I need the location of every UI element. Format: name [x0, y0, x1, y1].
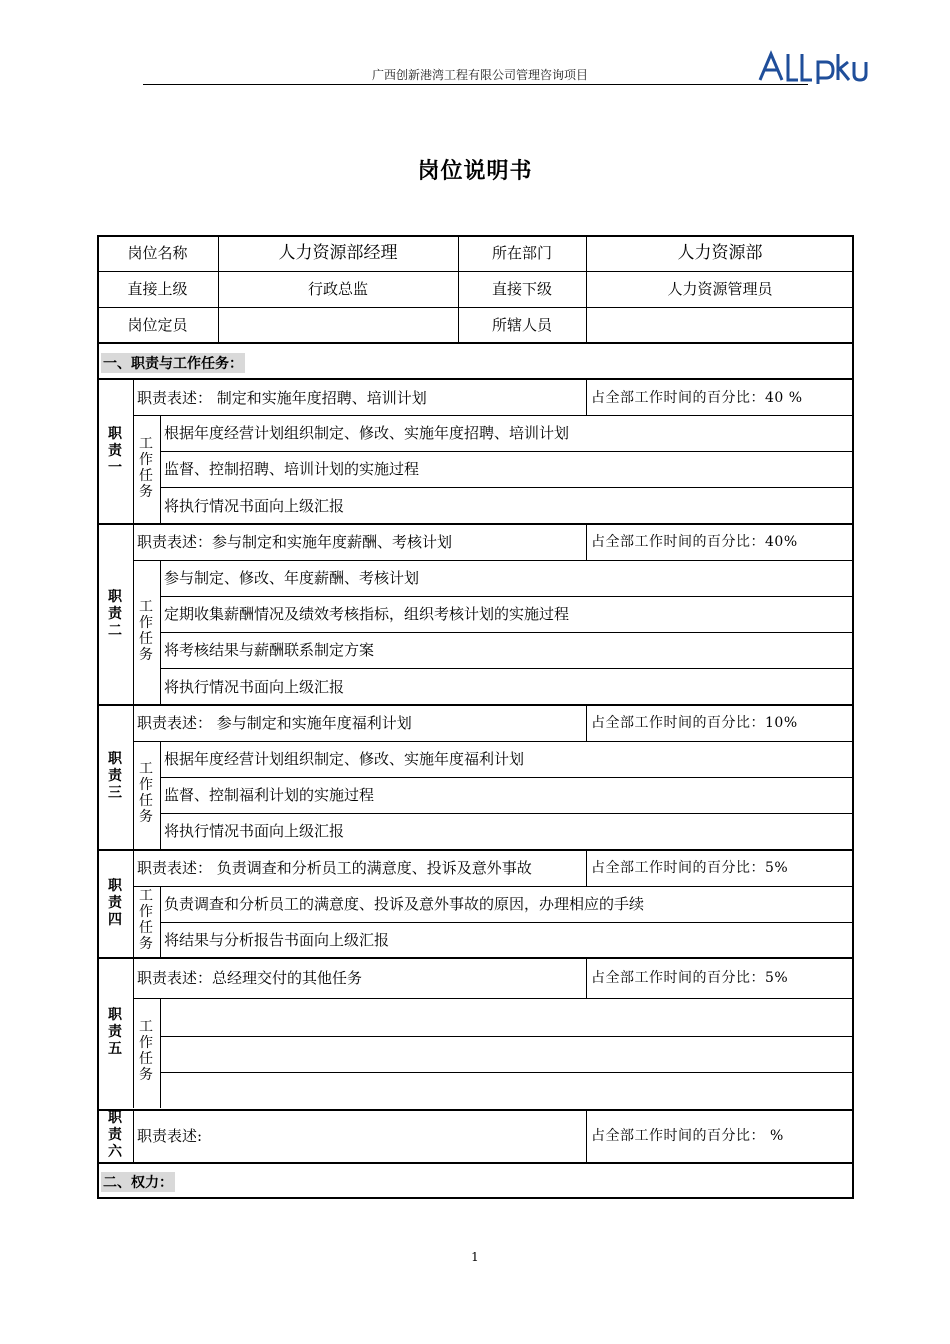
column-border — [160, 415, 161, 524]
row-border — [160, 813, 854, 814]
duty-time-percent: 占全部工作时间的百分比：5% — [591, 860, 789, 876]
row-border — [133, 560, 854, 561]
work-task-label: 工作任务 — [139, 598, 153, 663]
duty-task-item: 参与制定、修改、年度薪酬、考核计划 — [164, 569, 420, 587]
duty-label: 职责一 — [108, 426, 122, 476]
work-task-label: 工作任务 — [139, 761, 153, 825]
duty-task-item: 将考核结果与薪酬联系制定方案 — [164, 641, 375, 659]
row-border — [133, 415, 854, 416]
row-border — [97, 523, 854, 525]
section-duties-title: 一、职责与工作任务： — [101, 353, 245, 373]
job-description-table — [97, 235, 854, 1199]
superior-label: 直接上级 — [127, 280, 188, 298]
row-border — [160, 1036, 854, 1037]
headcount-subvalue — [586, 316, 854, 336]
headcount-value — [218, 316, 458, 336]
duty-task-item: 将执行情况书面向上级汇报 — [164, 496, 345, 515]
superior-sublabel: 直接下级 — [491, 280, 552, 298]
project-header-text: 广西创新港湾工程有限公司管理咨询项目 — [371, 68, 588, 82]
duty-statement: 职责表述：参与制定和实施年度薪酬、考核计划 — [137, 533, 453, 551]
duty-task-item: 根据年度经营计划组织制定、修改、实施年度福利计划 — [164, 750, 525, 768]
row-border — [97, 1162, 854, 1164]
superior-value: 行政总监 — [307, 280, 368, 298]
row-border — [160, 922, 854, 923]
row-border — [133, 886, 854, 887]
headcount-sublabel: 所辖人员 — [491, 316, 552, 334]
row-border — [160, 1072, 854, 1073]
column-border — [586, 380, 587, 415]
row-border — [160, 451, 854, 452]
row-border — [160, 668, 854, 669]
work-task-label: 工作任务 — [139, 435, 153, 500]
duty-time-percent: 占全部工作时间的百分比：40% — [591, 534, 798, 550]
headcount-label: 岗位定员 — [127, 316, 188, 334]
row-border — [97, 957, 854, 959]
duty-task-item: 根据年度经营计划组织制定、修改、实施年度招聘、培训计划 — [164, 424, 570, 442]
row-border — [160, 487, 854, 488]
column-border — [160, 741, 161, 849]
duty-task-item: 将执行情况书面向上级汇报 — [164, 677, 345, 696]
row-border — [97, 271, 854, 272]
column-border — [586, 850, 587, 886]
duty-statement: 职责表述： 负责调查和分析员工的满意度、投诉及意外事故 — [137, 859, 532, 877]
row-border — [97, 235, 854, 237]
duty-label: 职责六 — [108, 1110, 122, 1160]
duty-label: 职责四 — [108, 878, 122, 928]
work-task-label: 工作任务 — [139, 1019, 153, 1083]
duty-time-percent: 占全部工作时间的百分比：40 % — [591, 389, 803, 406]
duty-label: 职责三 — [108, 751, 122, 801]
column-border — [586, 705, 587, 741]
duty-task-item — [164, 1081, 848, 1099]
duty-task-item: 负责调查和分析员工的满意度、投诉及意外事故的原因，办理相应的手续 — [164, 895, 645, 913]
column-border — [458, 235, 459, 343]
position-name-sublabel: 所在部门 — [491, 244, 552, 262]
duty-label: 职责二 — [108, 588, 122, 639]
column-border — [586, 524, 587, 560]
duty-time-percent: 占全部工作时间的百分比：5% — [591, 970, 789, 986]
row-border — [160, 596, 854, 597]
row-border — [133, 998, 854, 999]
row-border — [97, 1109, 854, 1111]
row-border — [160, 632, 854, 633]
page-title: 岗位说明书 — [417, 159, 533, 184]
row-border — [160, 777, 854, 778]
duty-task-item: 监督、控制福利计划的实施过程 — [164, 786, 375, 804]
superior-subvalue: 人力资源管理员 — [667, 280, 773, 298]
row-border — [97, 849, 854, 851]
work-task-label: 工作任务 — [139, 888, 153, 952]
row-border — [97, 1197, 854, 1199]
duty-task-item: 将结果与分析报告书面向上级汇报 — [164, 931, 390, 949]
duty-statement: 职责表述：总经理交付的其他任务 — [137, 969, 363, 987]
position-name-subvalue: 人力资源部 — [677, 243, 763, 263]
duty-time-percent: 占全部工作时间的百分比：10% — [591, 715, 798, 731]
duty-task-item: 将执行情况书面向上级汇报 — [164, 822, 345, 840]
position-name-value: 人力资源部经理 — [278, 243, 398, 263]
row-border — [97, 342, 854, 344]
row-border — [133, 741, 854, 742]
duty-task-item: 定期收集薪酬情况及绩效考核指标，组织考核计划的实施过程 — [164, 605, 570, 623]
column-border — [218, 235, 219, 343]
section-authority-title: 二、权力： — [101, 1172, 175, 1192]
duty-task-item — [164, 1045, 848, 1063]
column-border — [133, 1110, 134, 1162]
duty-time-percent: 占全部工作时间的百分比： % — [591, 1128, 784, 1144]
row-border — [97, 378, 854, 380]
row-border — [97, 704, 854, 706]
column-border — [586, 1110, 587, 1162]
position-name-label: 岗位名称 — [127, 244, 188, 262]
duty-task-item — [164, 1008, 848, 1026]
duty-statement: 职责表述： 参与制定和实施年度福利计划 — [137, 714, 412, 732]
duty-task-item: 监督、控制招聘、培训计划的实施过程 — [164, 460, 420, 478]
page-number: 1 — [471, 1250, 479, 1264]
column-border — [160, 998, 161, 1108]
duty-label: 职责五 — [108, 1007, 122, 1057]
duty-statement: 职责表述： 制定和实施年度招聘、培训计划 — [137, 388, 427, 407]
duty-statement: 职责表述: — [137, 1127, 203, 1145]
column-border — [586, 235, 587, 343]
header-divider — [143, 84, 808, 85]
allpku-logo — [758, 50, 870, 84]
column-border — [586, 958, 587, 998]
row-border — [97, 307, 854, 308]
